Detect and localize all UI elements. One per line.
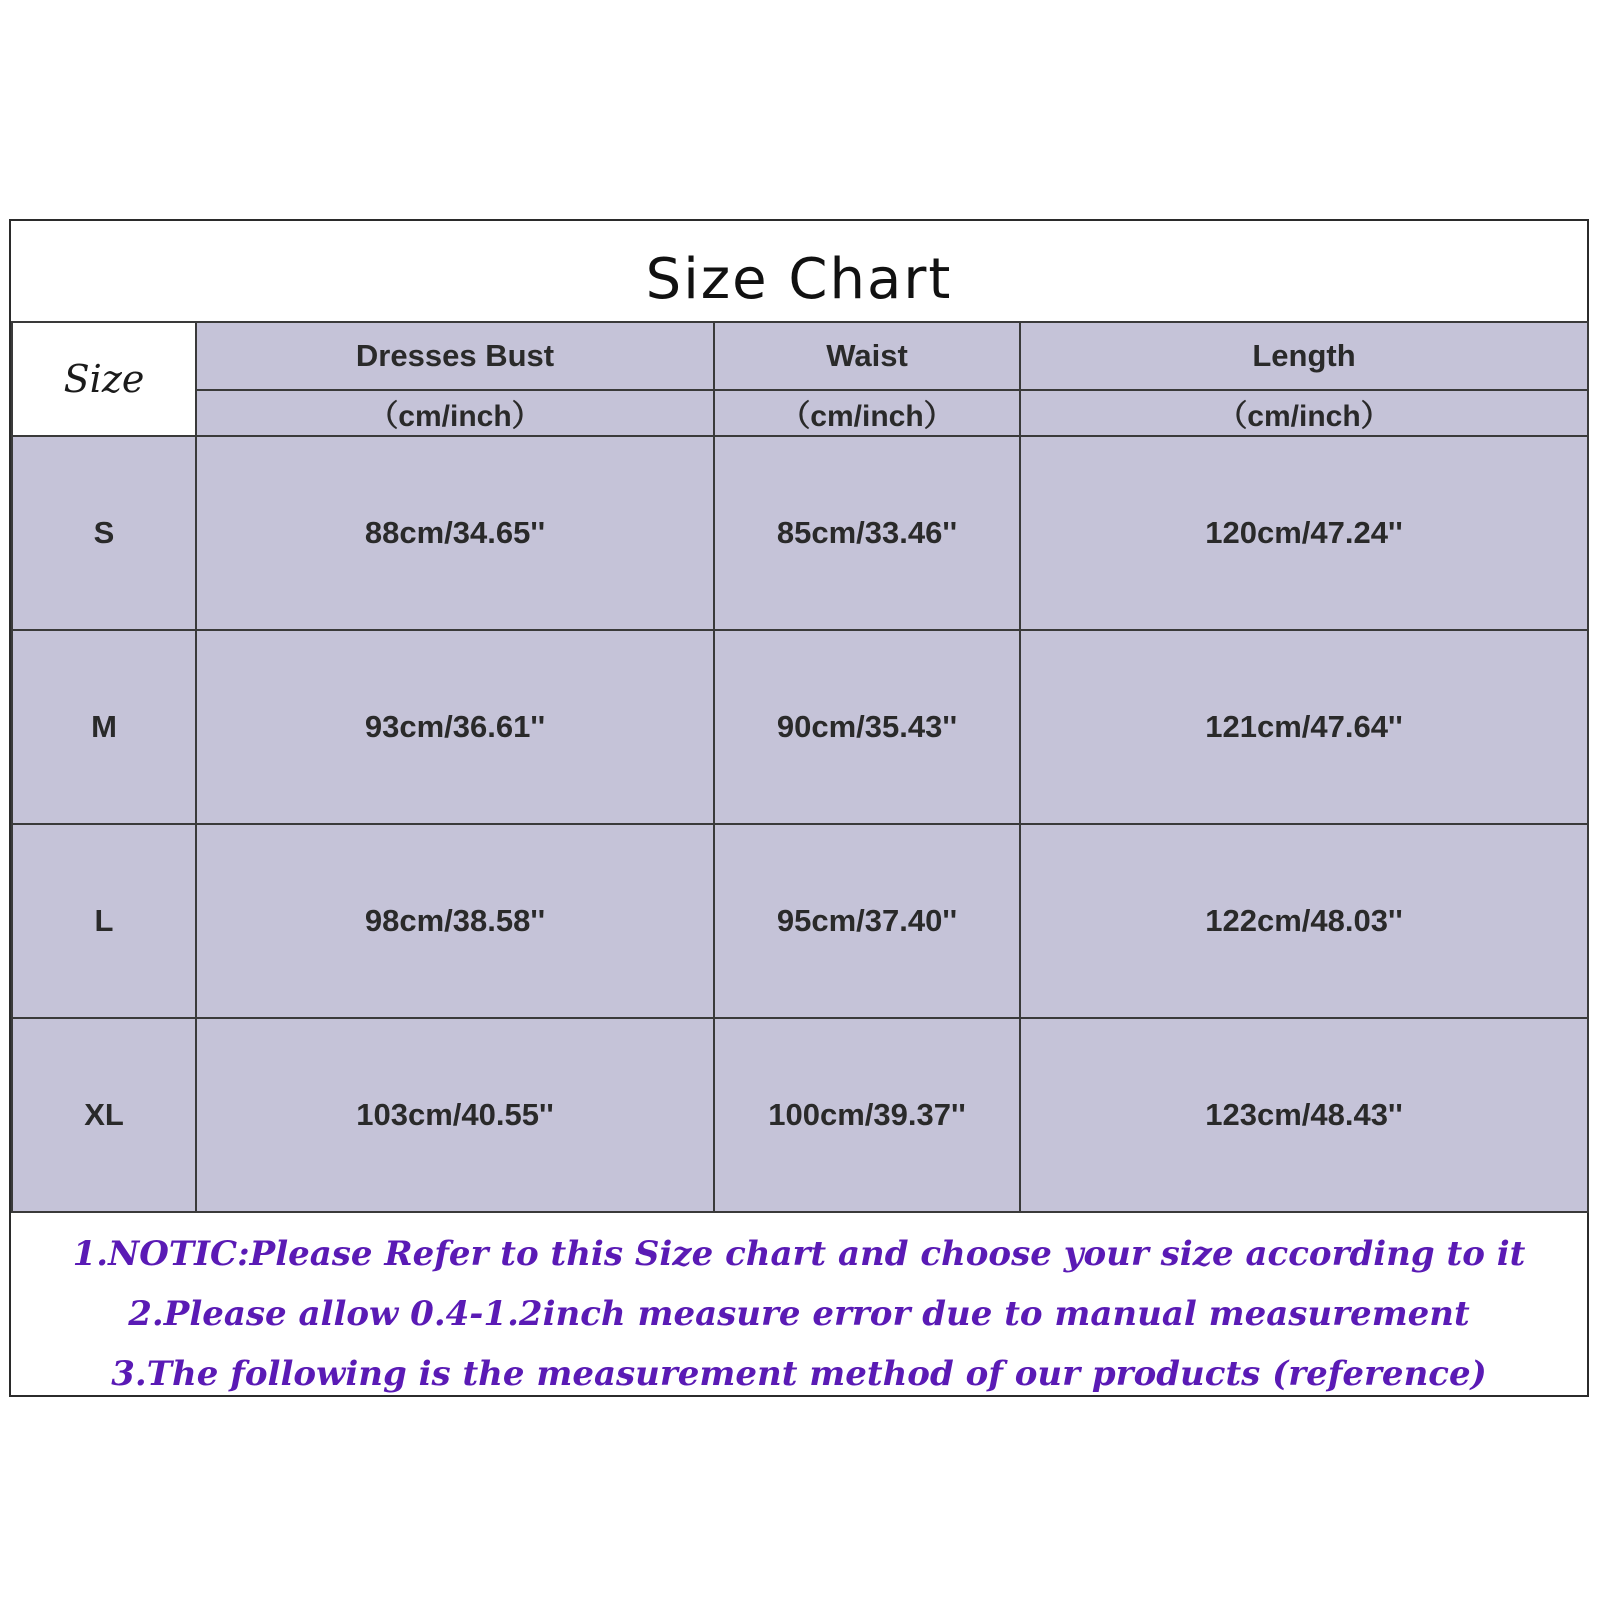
size-label: L bbox=[12, 824, 196, 1018]
bust-value: 98cm/38.58'' bbox=[196, 824, 714, 1018]
length-value: 123cm/48.43'' bbox=[1020, 1018, 1588, 1212]
unit-label-bust: （cm/inch） bbox=[196, 390, 714, 436]
table-row-xl bbox=[12, 1018, 1588, 1212]
unit-label-length: （cm/inch） bbox=[1020, 390, 1588, 436]
header-row bbox=[12, 322, 1588, 390]
bust-value: 88cm/34.65'' bbox=[196, 436, 714, 630]
waist-value: 100cm/39.37'' bbox=[714, 1018, 1020, 1212]
table-row-s bbox=[12, 436, 1588, 630]
waist-value: 85cm/33.46'' bbox=[714, 436, 1020, 630]
unit-row bbox=[12, 390, 1588, 436]
size-label: XL bbox=[12, 1018, 196, 1212]
size-column-header: Size bbox=[12, 322, 196, 436]
size-label: M bbox=[12, 630, 196, 824]
column-header-waist: Waist bbox=[714, 322, 1020, 390]
size-label: S bbox=[12, 436, 196, 630]
note-line-3: 3.The following is the measurement method of our products (reference) bbox=[111, 1354, 1487, 1394]
column-header-bust: Dresses Bust bbox=[196, 322, 714, 390]
unit-label-waist: （cm/inch） bbox=[714, 390, 1020, 436]
table-row-m bbox=[12, 630, 1588, 824]
bust-value: 93cm/36.61'' bbox=[196, 630, 714, 824]
table-row-l bbox=[12, 824, 1588, 1018]
size-chart-frame bbox=[9, 219, 1589, 1397]
note-line-2: 2.Please allow 0.4-1.2inch measure error due to manual measurement bbox=[128, 1294, 1470, 1334]
note-line-1: 1.NOTIC:Please Refer to this Size chart and choose your size according to it bbox=[72, 1234, 1526, 1274]
bust-value: 103cm/40.55'' bbox=[196, 1018, 714, 1212]
notes-section bbox=[11, 1224, 1587, 1404]
chart-title: Size Chart bbox=[645, 247, 953, 312]
length-value: 121cm/47.64'' bbox=[1020, 630, 1588, 824]
length-value: 120cm/47.24'' bbox=[1020, 436, 1588, 630]
length-value: 122cm/48.03'' bbox=[1020, 824, 1588, 1018]
waist-value: 95cm/37.40'' bbox=[714, 824, 1020, 1018]
column-header-length: Length bbox=[1020, 322, 1588, 390]
size-table bbox=[11, 321, 1589, 1213]
waist-value: 90cm/35.43'' bbox=[714, 630, 1020, 824]
